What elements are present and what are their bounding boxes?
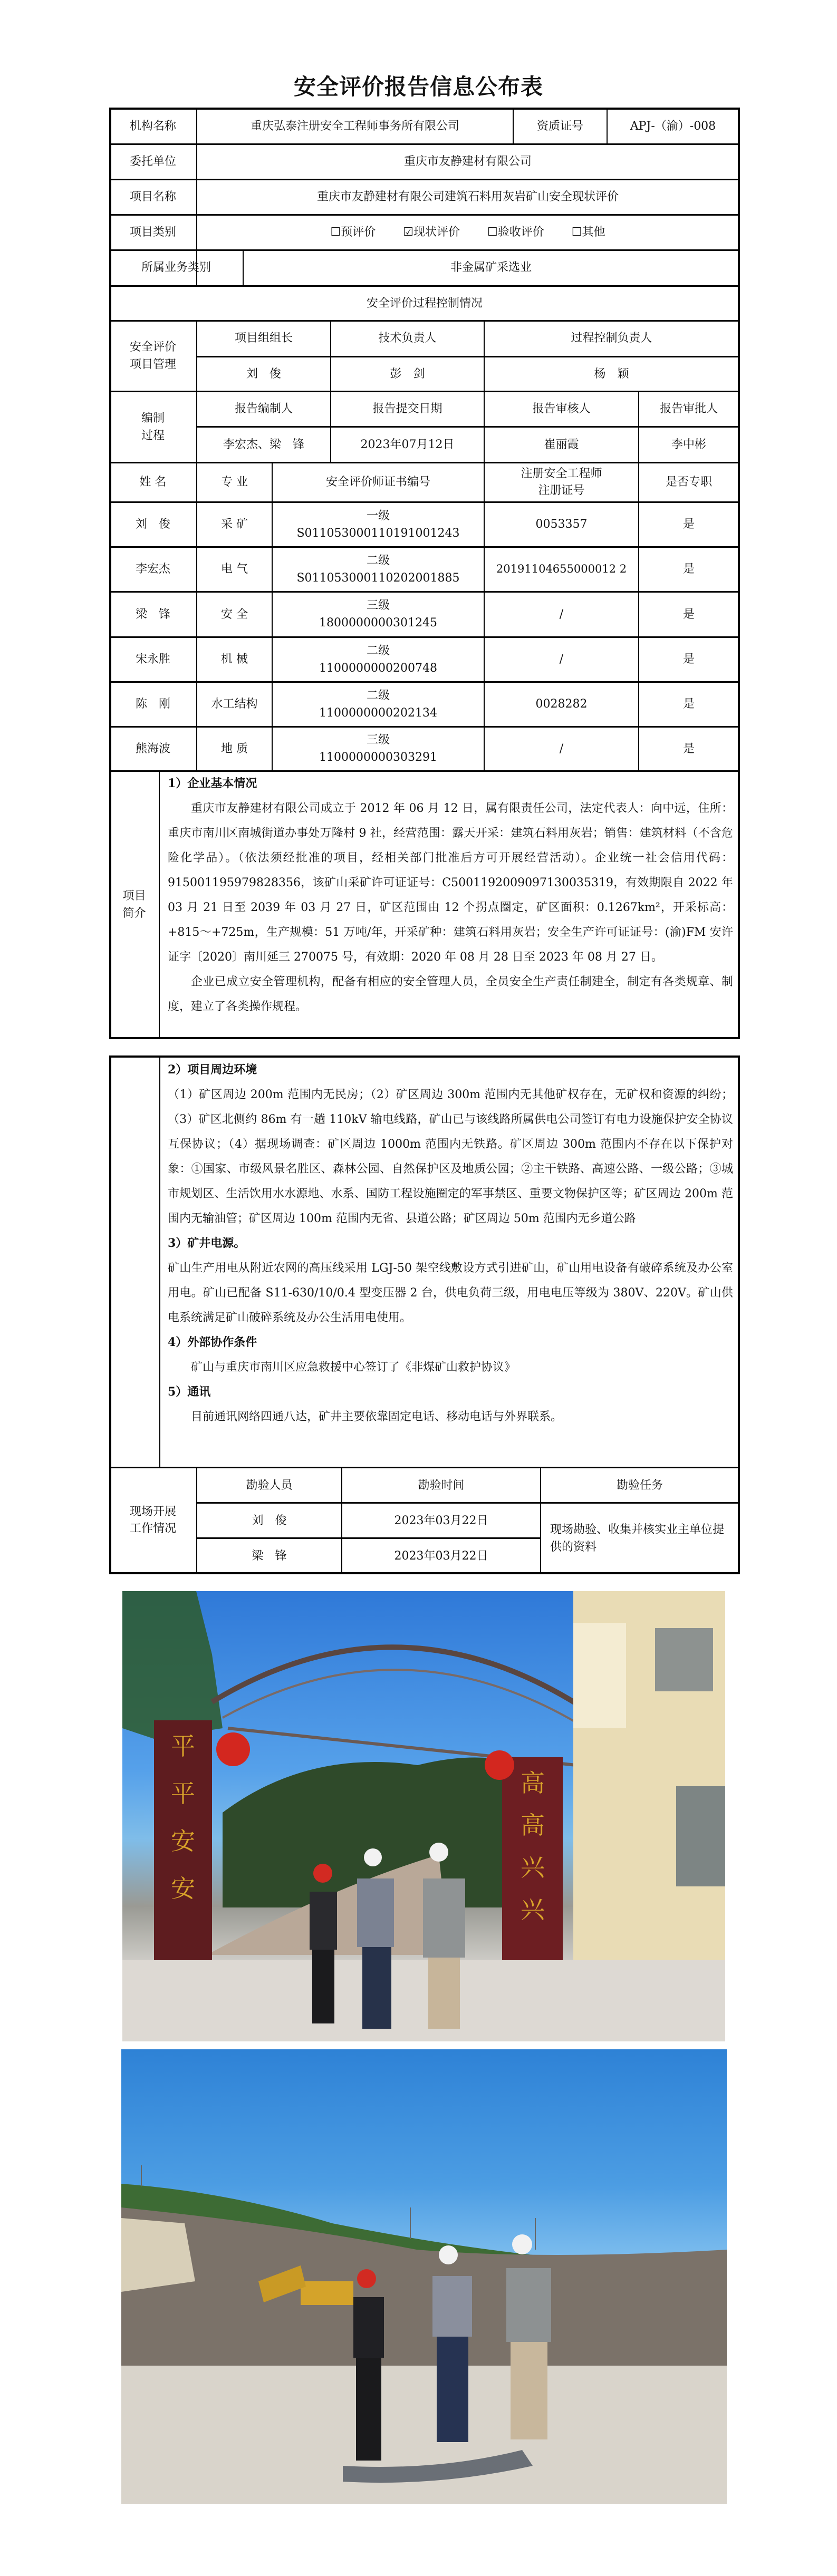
staff-name: 李宏杰 <box>135 563 170 576</box>
category-options <box>197 215 739 250</box>
tech-lead-value: 彭 剑 <box>390 367 425 381</box>
svg-text:兴: 兴 <box>521 1853 545 1882</box>
header-name: 姓 名 <box>139 476 167 489</box>
staff-fulltime: 是 <box>682 698 695 711</box>
fieldwork-label: 现场开展 工作情况 <box>129 1505 176 1535</box>
staff-name: 宋永胜 <box>135 653 170 666</box>
intro-label: 项目 简介 <box>122 889 146 920</box>
business-label: 所属业务类别 <box>141 261 211 274</box>
svg-text:平: 平 <box>171 1732 195 1760</box>
section-heading: 2）项目周边环境 <box>168 1063 257 1077</box>
header-tech-lead: 技术负责人 <box>378 332 437 345</box>
staff-reg: / <box>559 607 564 621</box>
header-inspect-date: 勘验时间 <box>418 1478 465 1492</box>
staff-fulltime: 是 <box>682 653 695 666</box>
cert-value: APJ-（渝）-008 <box>630 120 716 133</box>
staff-major: 采 矿 <box>221 518 248 531</box>
client-label: 委托单位 <box>129 155 176 168</box>
section-heading: 1）企业基本情况 <box>168 777 257 790</box>
header-fulltime: 是否专职 <box>665 476 712 489</box>
staff-fulltime: 是 <box>682 563 695 576</box>
staff-major: 安 全 <box>221 607 248 621</box>
header-cert: 安全评价师证书编号 <box>325 476 430 489</box>
staff-major: 地 质 <box>221 742 248 756</box>
quarry-site-photo <box>121 2049 727 2504</box>
staff-cert: 二级 1100000000202134 <box>319 689 437 720</box>
staff-cert: 一级 S011053000110191001243 <box>296 509 460 540</box>
staff-reg: / <box>559 653 564 666</box>
reviewer-value: 崔丽霞 <box>544 438 579 451</box>
header-major: 专 业 <box>221 476 248 489</box>
header-process-lead: 过程控制负责人 <box>571 332 652 345</box>
staff-fulltime: 是 <box>682 518 695 531</box>
project-label: 项目名称 <box>129 190 176 204</box>
approver-value: 李中彬 <box>671 438 706 451</box>
header-team-leader: 项目组组长 <box>234 332 293 345</box>
submit-date-value: 2023年07月12日 <box>360 438 455 451</box>
gate-scene-icon <box>122 1591 725 2041</box>
process-control-header: 安全评价过程控制情况 <box>366 296 483 310</box>
section-paragraph: 企业已成立安全管理机构，配备有相应的安全管理人员，全员安全生产责任制建全，制定有各类规章、制度，建立了各类操作规程。 <box>168 975 733 1013</box>
cert-label: 资质证号 <box>536 120 583 133</box>
inspect-task: 现场勘验、收集并核实业主单位提供的资料 <box>550 1523 725 1554</box>
header-submit-date: 报告提交日期 <box>372 402 442 415</box>
page-title: 安全评价报告信息公布表 <box>293 74 543 100</box>
staff-reg: 20191104655000012 2 <box>496 562 627 575</box>
intro-section-2-5 <box>168 1058 733 1429</box>
mine-gate-photo <box>122 1591 725 2041</box>
svg-text:安: 安 <box>171 1827 195 1855</box>
checkbox-pre-evaluation[interactable]: ☐预评价 <box>330 226 376 239</box>
section-heading: 5）通讯 <box>168 1385 211 1399</box>
staff-major: 水工结构 <box>211 698 258 711</box>
staff-cert: 三级 1800000000301245 <box>319 599 437 630</box>
svg-text:安: 安 <box>171 1874 195 1903</box>
staff-reg: 0028282 <box>535 698 588 711</box>
staff-name: 陈 刚 <box>135 698 170 711</box>
category-label: 项目类别 <box>129 226 176 239</box>
checkbox-other[interactable]: ☐其他 <box>571 226 605 239</box>
header-reg-number: 注册安全工程师 注册证号 <box>521 467 602 497</box>
staff-cert: 三级 1100000000303291 <box>319 733 437 764</box>
staff-reg: / <box>559 742 564 756</box>
section-paragraph: 矿山生产用电从附近农网的高压线采用 LGJ-50 架空线敷设方式引进矿山，矿山用电设备有破碎系统及办公室用电。矿山已配备 S11-630/10/0.4 型变压器 2 台，供电负荷三级，用电电压等级为 380V、220V。矿山供电系统满足矿山破碎系统及办公生活用电使用。 <box>168 1262 733 1324</box>
header-approver: 报告审批人 <box>659 402 718 415</box>
process-lead-value: 杨 颖 <box>594 367 629 381</box>
section-heading: 3）矿井电源。 <box>168 1236 246 1250</box>
project-value: 重庆市友静建材有限公司建筑石料用灰岩矿山安全现状评价 <box>316 190 619 204</box>
staff-major: 电 气 <box>221 563 248 576</box>
checkbox-empty-icon: ☐ <box>330 226 341 239</box>
svg-text:兴: 兴 <box>521 1895 545 1924</box>
business-value: 非金属矿采选业 <box>450 261 532 274</box>
org-name-value: 重庆弘泰注册安全工程师事务所有限公司 <box>250 120 459 133</box>
section-paragraph: 重庆市友静建材有限公司成立于 2012 年 06 月 12 日，属有限责任公司，法定代表人：向中远，住所：重庆市南川区南城街道办事处万隆村 9 社，经营范围：露天开采：建筑石料用灰岩；销售：建筑材料（不含危险化学品）。（依法须经批准的项目，经相关部门批准后方可开展经营活动）。企业统一社会信用代码：915001195979828356，该矿山采矿许可证证号：C5001192009097130035319，有效期限自 2022 年 03 月 21 日至 2039 年 03 月 27 日，矿区范围由 12 个拐点圈定，矿区面积：0.1267km²，开采标高：+815～+725m，生产规模：51 万吨/年，开采矿种：建筑石料用灰岩；安全生产许可证证号：(渝)FM 安许证字〔2020〕南川延三 270075 号，有效期：2020 年 08 月 28 日至 2023 年 08 月 27 日。 <box>168 802 733 964</box>
staff-name: 刘 俊 <box>135 518 170 531</box>
staff-major: 机 械 <box>221 653 248 666</box>
header-inspect-task: 勘验任务 <box>616 1478 663 1492</box>
checkbox-current-evaluation[interactable]: ☑现状评价 <box>403 226 460 239</box>
svg-text:高: 高 <box>521 1769 545 1797</box>
management-label: 安全评价 项目管理 <box>129 341 176 371</box>
header-inspector: 勘验人员 <box>246 1478 293 1492</box>
staff-cert: 二级 1100000000200748 <box>319 644 437 675</box>
header-compiler: 报告编制人 <box>234 402 293 415</box>
section-paragraph: （1）矿区周边 200m 范围内无民房；（2）矿区周边 300m 范围内无其他矿权存在，无矿权和资源的纠纷；（3）矿区北侧约 86m 有一趟 110kV 输电线路，矿山已与该线路所属供电公司签订有电力设施保护安全协议互保协议；（4）据现场调查：矿区周边 1000m 范围内无铁路。矿区周边 300m 范围内不存在以下保护对象：①国家、市级风景名胜区、森林公园、自然保护区及地质公园；②主干铁路、高速公路、一级公路；③城市规划区、生活饮用水水源地、水系、国防工程设施圈定的军事禁区、重要文物保护区等；矿区周边 200m 范围内无输油管；矿区周边 100m 范围内无省、县道公路；矿区周边 50m 范围内无乡道公路 <box>168 1088 733 1225</box>
inspector-name: 梁 锋 <box>252 1549 287 1563</box>
section-paragraph: 矿山与重庆市南川区应急救援中心签订了《非煤矿山救护协议》 <box>191 1361 516 1374</box>
checkbox-acceptance-evaluation[interactable]: ☐验收评价 <box>487 226 544 239</box>
staff-name: 梁 锋 <box>135 607 170 621</box>
inspect-date: 2023年03月22日 <box>394 1514 488 1527</box>
staff-fulltime: 是 <box>682 742 695 756</box>
team-leader-value: 刘 俊 <box>246 367 281 381</box>
svg-text:高: 高 <box>521 1811 545 1839</box>
staff-cert: 二级 S011053000110202001885 <box>296 554 460 585</box>
checkbox-empty-icon: ☐ <box>571 226 582 239</box>
intro-section-1 <box>168 771 733 1019</box>
section-heading: 4）外部协作条件 <box>168 1335 257 1349</box>
staff-fulltime: 是 <box>682 607 695 621</box>
header-reviewer: 报告审核人 <box>532 402 591 415</box>
staff-name: 熊海波 <box>135 742 170 756</box>
inspect-date: 2023年03月22日 <box>394 1549 488 1563</box>
compiler-value: 李宏杰、梁 锋 <box>223 438 304 451</box>
client-value: 重庆市友静建材有限公司 <box>403 155 532 168</box>
section-paragraph: 目前通讯网络四通八达，矿井主要依靠固定电话、移动电话与外界联系。 <box>191 1410 563 1423</box>
checkbox-empty-icon: ☐ <box>487 226 498 239</box>
org-name-label: 机构名称 <box>129 120 176 133</box>
svg-text:平: 平 <box>171 1779 195 1808</box>
compile-label: 编制 过程 <box>141 411 165 442</box>
divider <box>159 1057 160 1467</box>
quarry-scene-icon <box>121 2049 727 2504</box>
checkbox-checked-icon: ☑ <box>403 226 413 239</box>
inspector-name: 刘 俊 <box>252 1514 287 1527</box>
staff-reg: 0053357 <box>535 518 588 531</box>
